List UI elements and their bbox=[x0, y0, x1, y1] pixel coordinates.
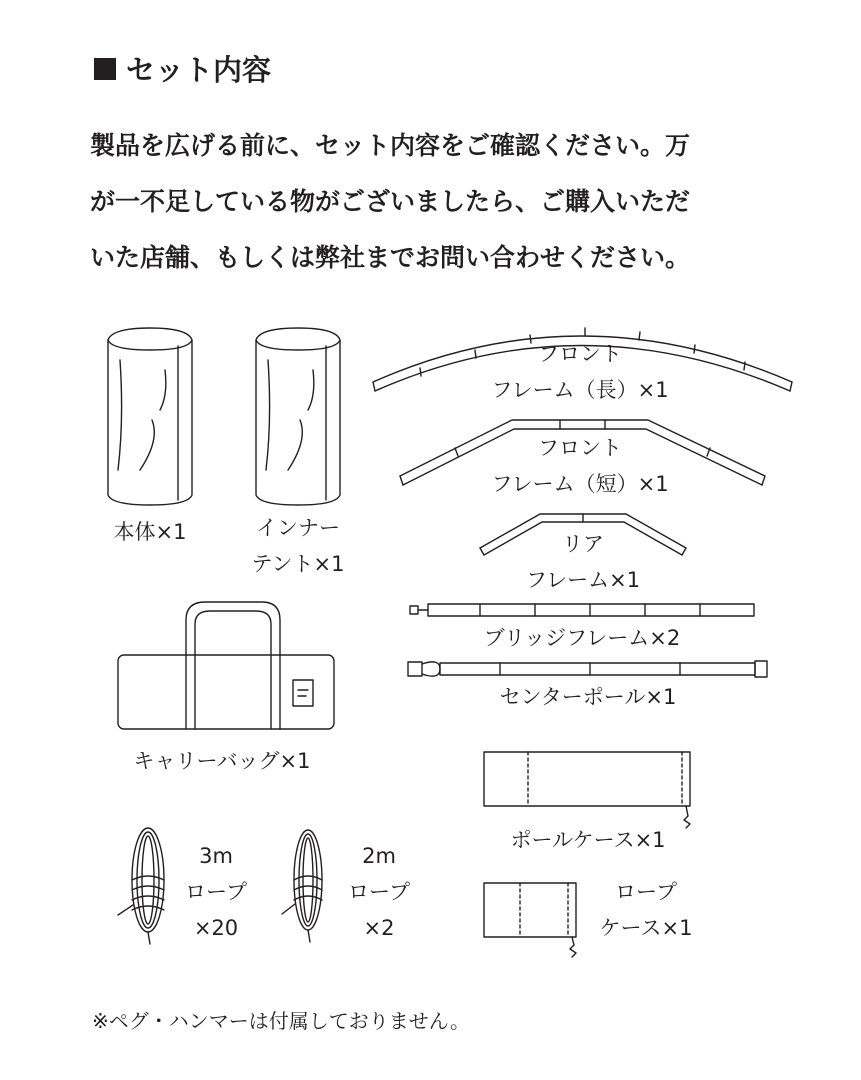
front-frame-short-label-line: フレーム（短）×1 bbox=[491, 472, 669, 496]
inner-tent-roll-icon bbox=[256, 328, 340, 505]
carry-bag-icon bbox=[118, 602, 334, 729]
rope-case-label-line: ケース×1 bbox=[599, 916, 693, 940]
rope-case-label-line: ロープ bbox=[615, 880, 677, 904]
rear-frame-label-line: リア bbox=[562, 532, 604, 556]
intro-line: 製品を広げる前に、セット内容をご確認ください。万 bbox=[90, 131, 691, 160]
rear-frame-label bbox=[526, 526, 640, 598]
front-frame-long-label bbox=[491, 336, 668, 408]
rope-case-label bbox=[600, 874, 693, 946]
rope-case-icon bbox=[484, 883, 576, 957]
section-title-text: セット内容 bbox=[126, 53, 272, 87]
tent-body-roll-icon bbox=[108, 328, 192, 505]
pole-case-label: ポールケース×1 bbox=[510, 828, 666, 852]
inner-tent-label-line: テント×1 bbox=[251, 552, 345, 576]
carry-bag-label: キャリーバッグ×1 bbox=[133, 749, 311, 773]
intro-line: いた店舗、もしくは弊社までお問い合わせください。 bbox=[90, 243, 691, 272]
rope-2m-label-line: ロープ bbox=[348, 880, 410, 904]
pole-case-icon bbox=[484, 752, 690, 828]
center-pole-label: センターポール×1 bbox=[499, 685, 677, 709]
rope-2m-icon bbox=[282, 830, 322, 942]
rope-2m-label bbox=[348, 838, 410, 946]
rope-2m-label-line: ×2 bbox=[363, 916, 395, 940]
rope-3m-label-line: ロープ bbox=[185, 880, 247, 904]
inner-tent-label bbox=[252, 510, 345, 582]
center-pole-icon bbox=[408, 661, 767, 677]
rope-3m-label-line: ×20 bbox=[193, 916, 239, 940]
rope-2m-label-line: 2m bbox=[362, 844, 396, 868]
front-frame-long-label-line: フロント bbox=[538, 342, 622, 366]
rope-3m-icon bbox=[118, 828, 164, 944]
rear-frame-label-line: フレーム×1 bbox=[525, 568, 641, 592]
bridge-frame-label: ブリッジフレーム×2 bbox=[483, 626, 681, 650]
rope-3m-label-line: 3m bbox=[199, 844, 233, 868]
intro-line: が一不足している物がございましたら、ご購入いただ bbox=[90, 187, 691, 216]
footnote: ※ペグ・ハンマーは付属しておりません。 bbox=[92, 1009, 470, 1033]
body-label: 本体×1 bbox=[113, 520, 187, 544]
front-frame-short-label bbox=[491, 430, 668, 502]
inner-tent-label-line: インナー bbox=[255, 516, 340, 540]
front-frame-short-label-line: フロント bbox=[538, 436, 622, 460]
front-frame-long-label-line: フレーム（長）×1 bbox=[491, 378, 669, 402]
bridge-frame-icon bbox=[410, 604, 754, 616]
rope-3m-label bbox=[185, 838, 247, 946]
